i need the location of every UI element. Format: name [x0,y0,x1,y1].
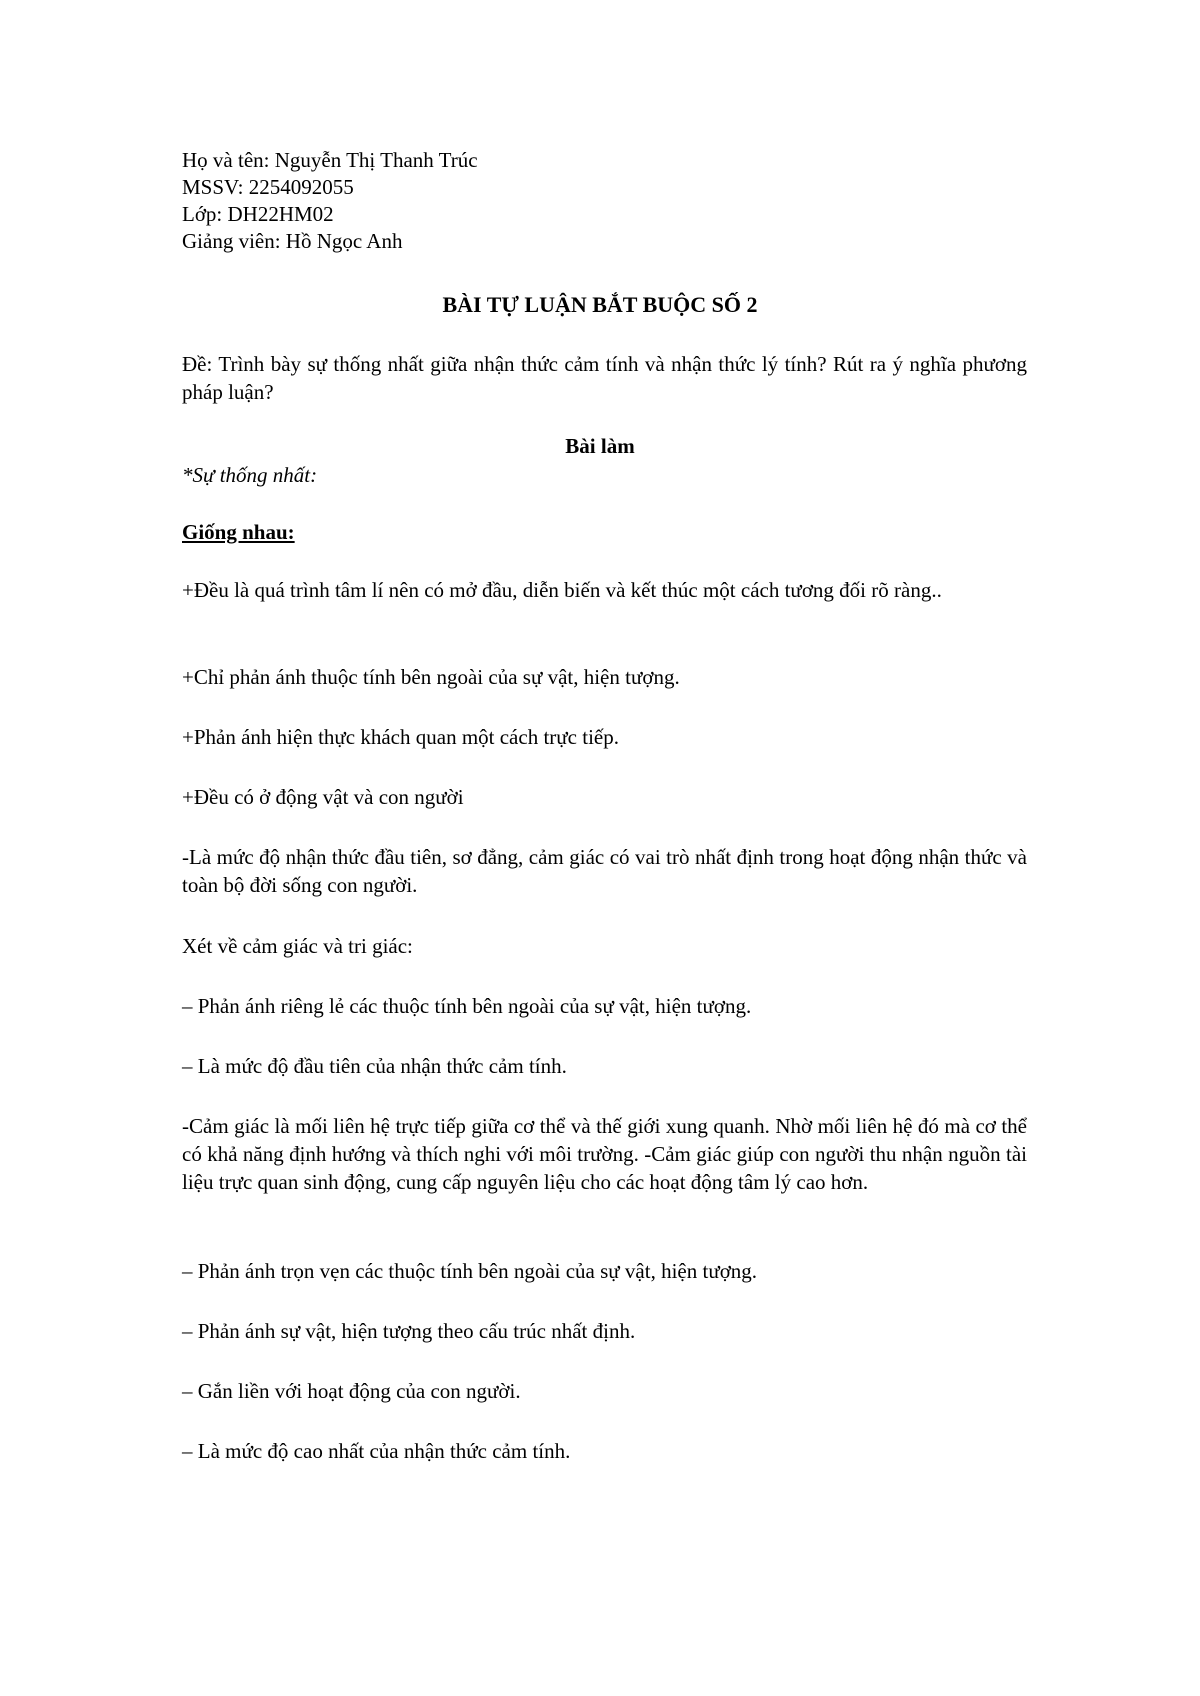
paragraph-13: – Là mức độ cao nhất của nhận thức cảm tính. [182,1439,571,1463]
paragraph-8: – Là mức độ đầu tiên của nhận thức cảm tính. [182,1054,567,1078]
paragraph-3: +Phản ánh hiện thực khách quan một cách trực tiếp. [182,725,619,749]
student-id: MSSV: 2254092055 [182,175,354,199]
paragraph-12: – Gắn liền với hoạt động của con người. [182,1379,521,1403]
section-heading: *Sự thống nhất: [182,463,318,487]
class-code: Lớp: DH22HM02 [182,202,334,226]
paragraph-4: +Đều có ở động vật và con người [182,785,464,809]
paragraph-7: – Phản ánh riêng lẻ các thuộc tính bên ngoài của sự vật, hiện tượng. [182,994,752,1018]
paragraph-9: -Cảm giác là mối liên hệ trực tiếp giữa cơ thể và thế giới xung quanh. Nhờ mối liên hệ đó mà cơ thể có khả năng định hướng và thích nghi với môi trường. -Cảm giác giúp con người thu nhận nguồn tài liệu trực quan sinh động, cung cấp nguyên liệu cho các hoạt động tâm lý cao hơn. [182,1114,1027,1194]
subsection-heading: Giống nhau: [182,520,295,544]
paragraph-6: Xét về cảm giác và tri giác: [182,934,413,958]
question-text: Đề: Trình bày sự thống nhất giữa nhận thức cảm tính và nhận thức lý tính? Rút ra ý nghĩa phương pháp luận? [182,352,1027,404]
page-title: BÀI TỰ LUẬN BẮT BUỘC SỐ 2 [442,292,758,317]
paragraph-11: – Phản ánh sự vật, hiện tượng theo cấu trúc nhất định. [182,1319,636,1343]
answer-heading: Bài làm [565,434,635,458]
lecturer-name: Giảng viên: Hồ Ngọc Anh [182,229,403,253]
paragraph-2: +Chỉ phản ánh thuộc tính bên ngoài của sự vật, hiện tượng. [182,665,680,689]
paragraph-10: – Phản ánh trọn vẹn các thuộc tính bên ngoài của sự vật, hiện tượng. [182,1259,758,1283]
paragraph-1: +Đều là quá trình tâm lí nên có mở đầu, diễn biến và kết thúc một cách tương đối rõ ràng.. [182,578,942,602]
student-name: Họ và tên: Nguyễn Thị Thanh Trúc [182,148,478,172]
paragraph-5: -Là mức độ nhận thức đầu tiên, sơ đẳng, cảm giác có vai trò nhất định trong hoạt động nhận thức và toàn bộ đời sống con người. [182,845,1027,897]
